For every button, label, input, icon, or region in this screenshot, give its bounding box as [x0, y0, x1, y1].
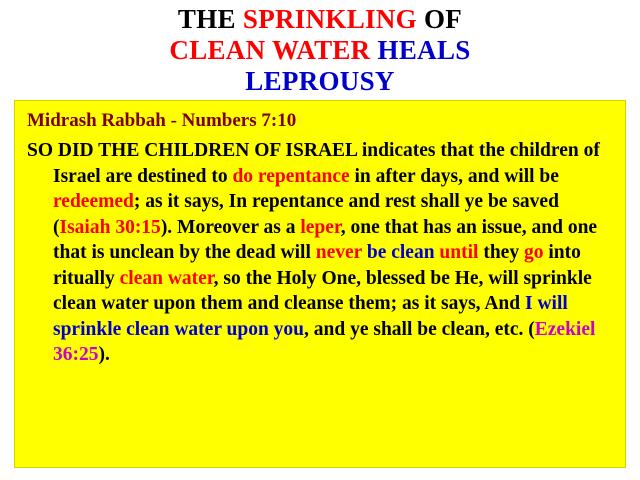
text-run: LEPROUSY	[245, 66, 395, 96]
slide-title	[0, 0, 640, 97]
text-run: Isaiah 30:15	[59, 216, 161, 238]
title-line-3	[0, 66, 640, 97]
text-run: CLEAN WATER	[169, 35, 378, 65]
text-run: ; as it says, In repentance and rest shall ye be saved (	[53, 191, 559, 238]
text-run: HEALS	[377, 35, 471, 65]
text-run: be clean	[366, 242, 440, 263]
text-run: SO DID THE CHILDREN OF ISRAEL	[27, 140, 357, 161]
text-run: do repentance	[232, 165, 350, 187]
text-run: leper	[300, 216, 341, 238]
source-citation: Midrash Rabbah - Numbers 7:10	[27, 110, 297, 131]
text-run: , and ye shall be clean, etc. (	[304, 318, 535, 340]
text-run: ).	[98, 344, 110, 365]
text-run: I will sprinkle clean water upon you	[53, 293, 568, 340]
text-run: , so the Holy One, blessed be He, will sprinkle clean water upon them and cleanse them; as it says, And	[53, 267, 592, 314]
text-run: never	[315, 242, 367, 263]
text-run: SPRINKLING	[242, 4, 424, 34]
body-paragraph	[27, 138, 613, 368]
text-run: until	[439, 242, 479, 263]
text-run: , one that has an issue, and one that is unclean by the dead will	[53, 216, 598, 263]
title-line-1	[0, 4, 640, 35]
text-run: into ritually	[53, 242, 581, 289]
text-run: they	[478, 242, 524, 263]
text-run: ). Moreover as a	[160, 216, 301, 238]
text-run: THE	[177, 4, 243, 34]
text-run: Ezekiel 36:25	[53, 318, 596, 365]
text-run: indicates that the children of Israel are destined to	[53, 140, 600, 187]
title-line-2	[0, 35, 640, 66]
text-run: go	[523, 242, 549, 263]
text-run: redeemed	[53, 191, 134, 212]
text-run: in after days, and will be	[349, 165, 559, 187]
text-run: clean water	[119, 267, 214, 289]
content-panel	[14, 100, 626, 468]
text-run: OF	[423, 4, 463, 34]
